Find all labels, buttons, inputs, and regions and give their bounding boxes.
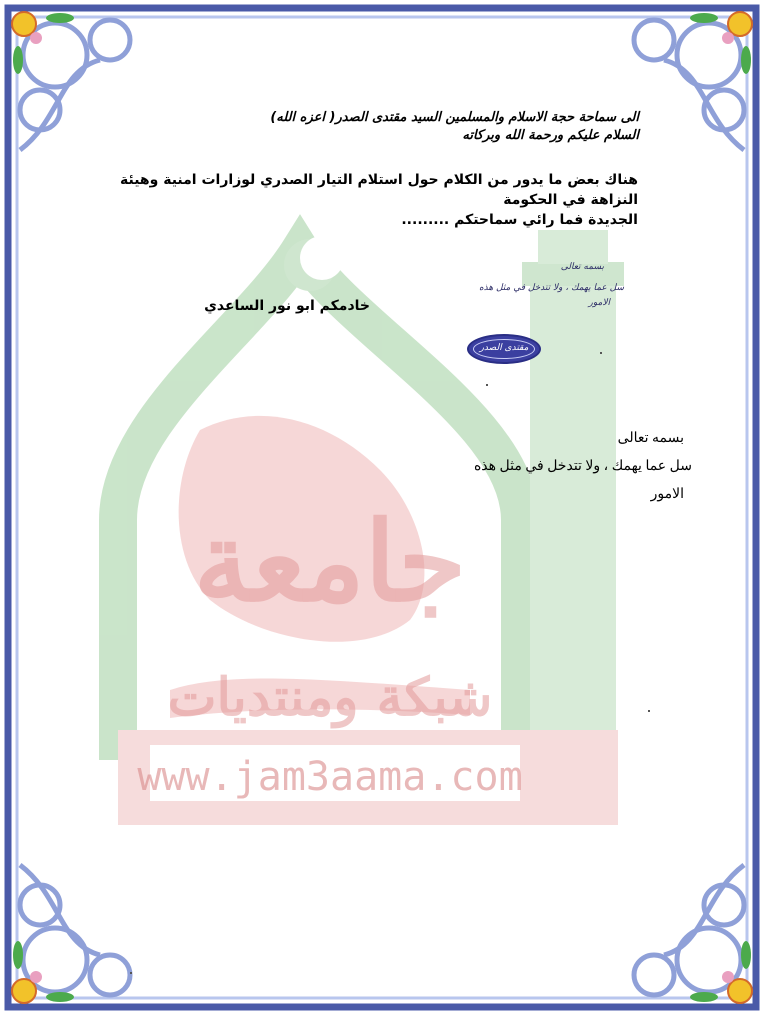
handwritten-reply-line-3: الامور xyxy=(588,298,610,308)
body-line-1: هناك بعض ما يدور من الكلام حول استلام التيار الصدري لوزارات امنية وهيئة xyxy=(120,172,638,188)
typed-reply-line-2: سل عما يهمك ، ولا تتدخل في مثل هذه xyxy=(473,459,692,474)
body-line-3: الجديدة فما رائي سماحتكم ......... xyxy=(401,212,638,228)
watermark-url: www.jam3aama.com xyxy=(137,754,523,800)
address-line-1: الى سماحة حجة الاسلام والمسلمين السيد مقتدى الصدر( اعزه الله) xyxy=(270,110,639,125)
handwritten-reply-line-2: سل عما يهمك ، ولا تتدخل في مثل هذه xyxy=(478,283,624,293)
watermark-logo-text: جامعة xyxy=(193,497,467,626)
handwritten-reply-line-1: بسمه تعالى xyxy=(560,262,604,272)
signature: خادمكم ابو نور الساعدي xyxy=(204,298,370,314)
address-line-2: السلام عليكم ورحمة الله وبركاته xyxy=(462,128,639,143)
watermark-subtitle: شبكة ومنتديات xyxy=(167,667,493,728)
typed-reply-line-3: الامور xyxy=(650,487,684,502)
seal-text: مقتدى الصدر xyxy=(479,343,529,353)
seal-stamp xyxy=(467,334,541,364)
corner-flowers xyxy=(12,12,752,1003)
typed-reply-line-1: بسمه تعالى xyxy=(617,431,684,446)
body-line-2: النزاهة في الحكومة xyxy=(503,192,638,208)
